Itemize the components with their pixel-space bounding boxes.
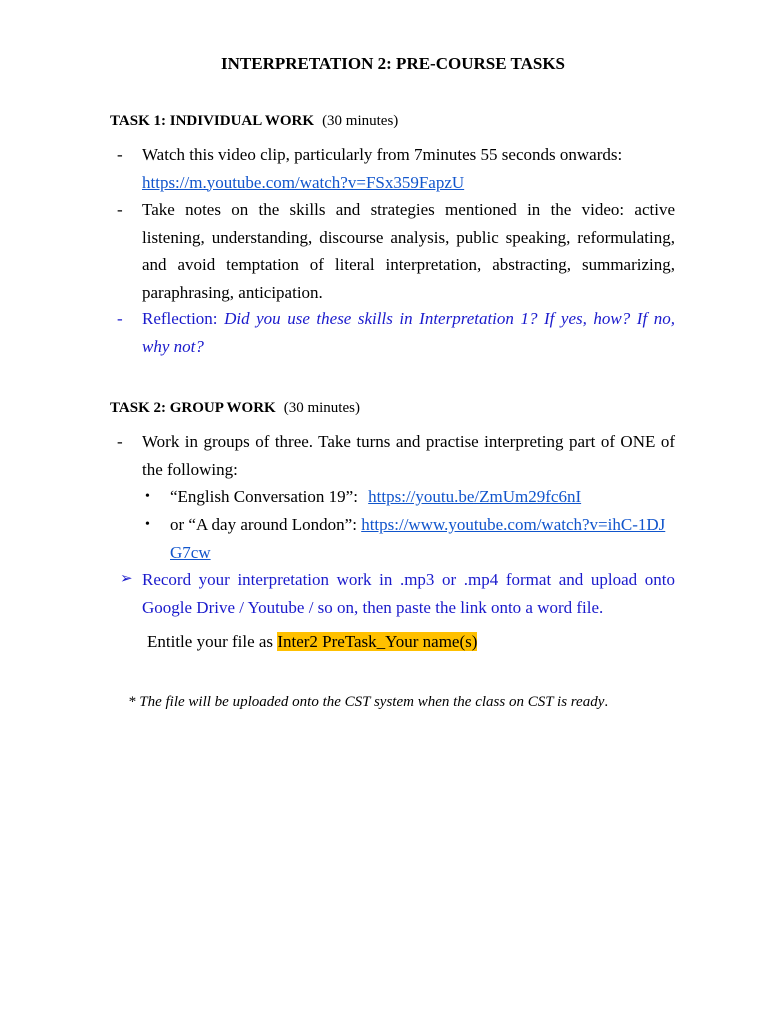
day-around-london-link[interactable]: https://www.youtube.com/watch?v=ihC-1DJG7cw xyxy=(170,515,666,562)
task1-item1-dash: - xyxy=(117,145,123,164)
reflection-question: Did you use these skills in Interpretation 1? If yes, how? If no, why not? xyxy=(142,309,675,356)
task2-item1: Work in groups of three. Take turns and practise interpreting part of ONE of the following: xyxy=(142,432,675,479)
task1-item3-dash: - xyxy=(117,309,123,328)
task2-heading xyxy=(110,400,360,417)
arrow-bullet-icon: ➢ xyxy=(120,571,133,587)
entitle-line xyxy=(147,628,680,656)
document-title: INTERPRETATION 2: PRE-COURSE TASKS xyxy=(221,54,565,73)
task2-duration: (30 minutes) xyxy=(283,400,360,416)
bullet1-dot: • xyxy=(145,489,150,504)
footnote xyxy=(128,694,608,711)
record-instruction: Record your interpretation work in .mp3 or .mp4 format and upload onto Google Drive / Youtube / so on, then paste the link onto a word file. xyxy=(142,570,675,617)
task1-heading xyxy=(110,113,398,130)
task1-item1 xyxy=(142,141,675,196)
bullet2 xyxy=(170,511,676,566)
bullet1-text: “English Conversation 19”: xyxy=(170,487,358,506)
task2-heading-label: TASK 2: GROUP WORK xyxy=(110,400,276,416)
task1-item2-dash: - xyxy=(117,200,123,219)
task1-heading-label: TASK 1: INDIVIDUAL WORK xyxy=(110,113,315,129)
footnote-text: * The file will be uploaded onto the CST system when the class on CST is ready xyxy=(128,694,605,710)
task1-item3 xyxy=(142,305,675,360)
bullet2-text: or “A day around London”: xyxy=(170,515,357,534)
english-conversation-link[interactable]: https://youtu.be/ZmUm29fc6nI xyxy=(368,487,582,506)
footnote-period: . xyxy=(604,694,609,710)
bullet1 xyxy=(170,483,676,511)
entitle-filename: Inter2 PreTask_Your name(s) xyxy=(277,632,478,651)
reflection-label: Reflection: xyxy=(142,309,225,328)
bullet2-dot: • xyxy=(145,517,150,532)
task1-item1-text: Watch this video clip, particularly from 7minutes 55 seconds onwards: xyxy=(142,145,623,164)
task1-item2: Take notes on the skills and strategies mentioned in the video: active listening, understanding, discourse analysis, public speaking, reformulating, and avoid temptation of literal interpretation, abstracting, summarizing, paraphrasing, anticipation. xyxy=(142,200,675,302)
task2-item1-dash: - xyxy=(117,432,123,451)
entitle-prefix: Entitle your file as xyxy=(147,632,278,651)
task1-video-link[interactable]: https://m.youtube.com/watch?v=FSx359FapzU xyxy=(142,172,465,192)
task1-duration: (30 minutes) xyxy=(322,113,399,129)
